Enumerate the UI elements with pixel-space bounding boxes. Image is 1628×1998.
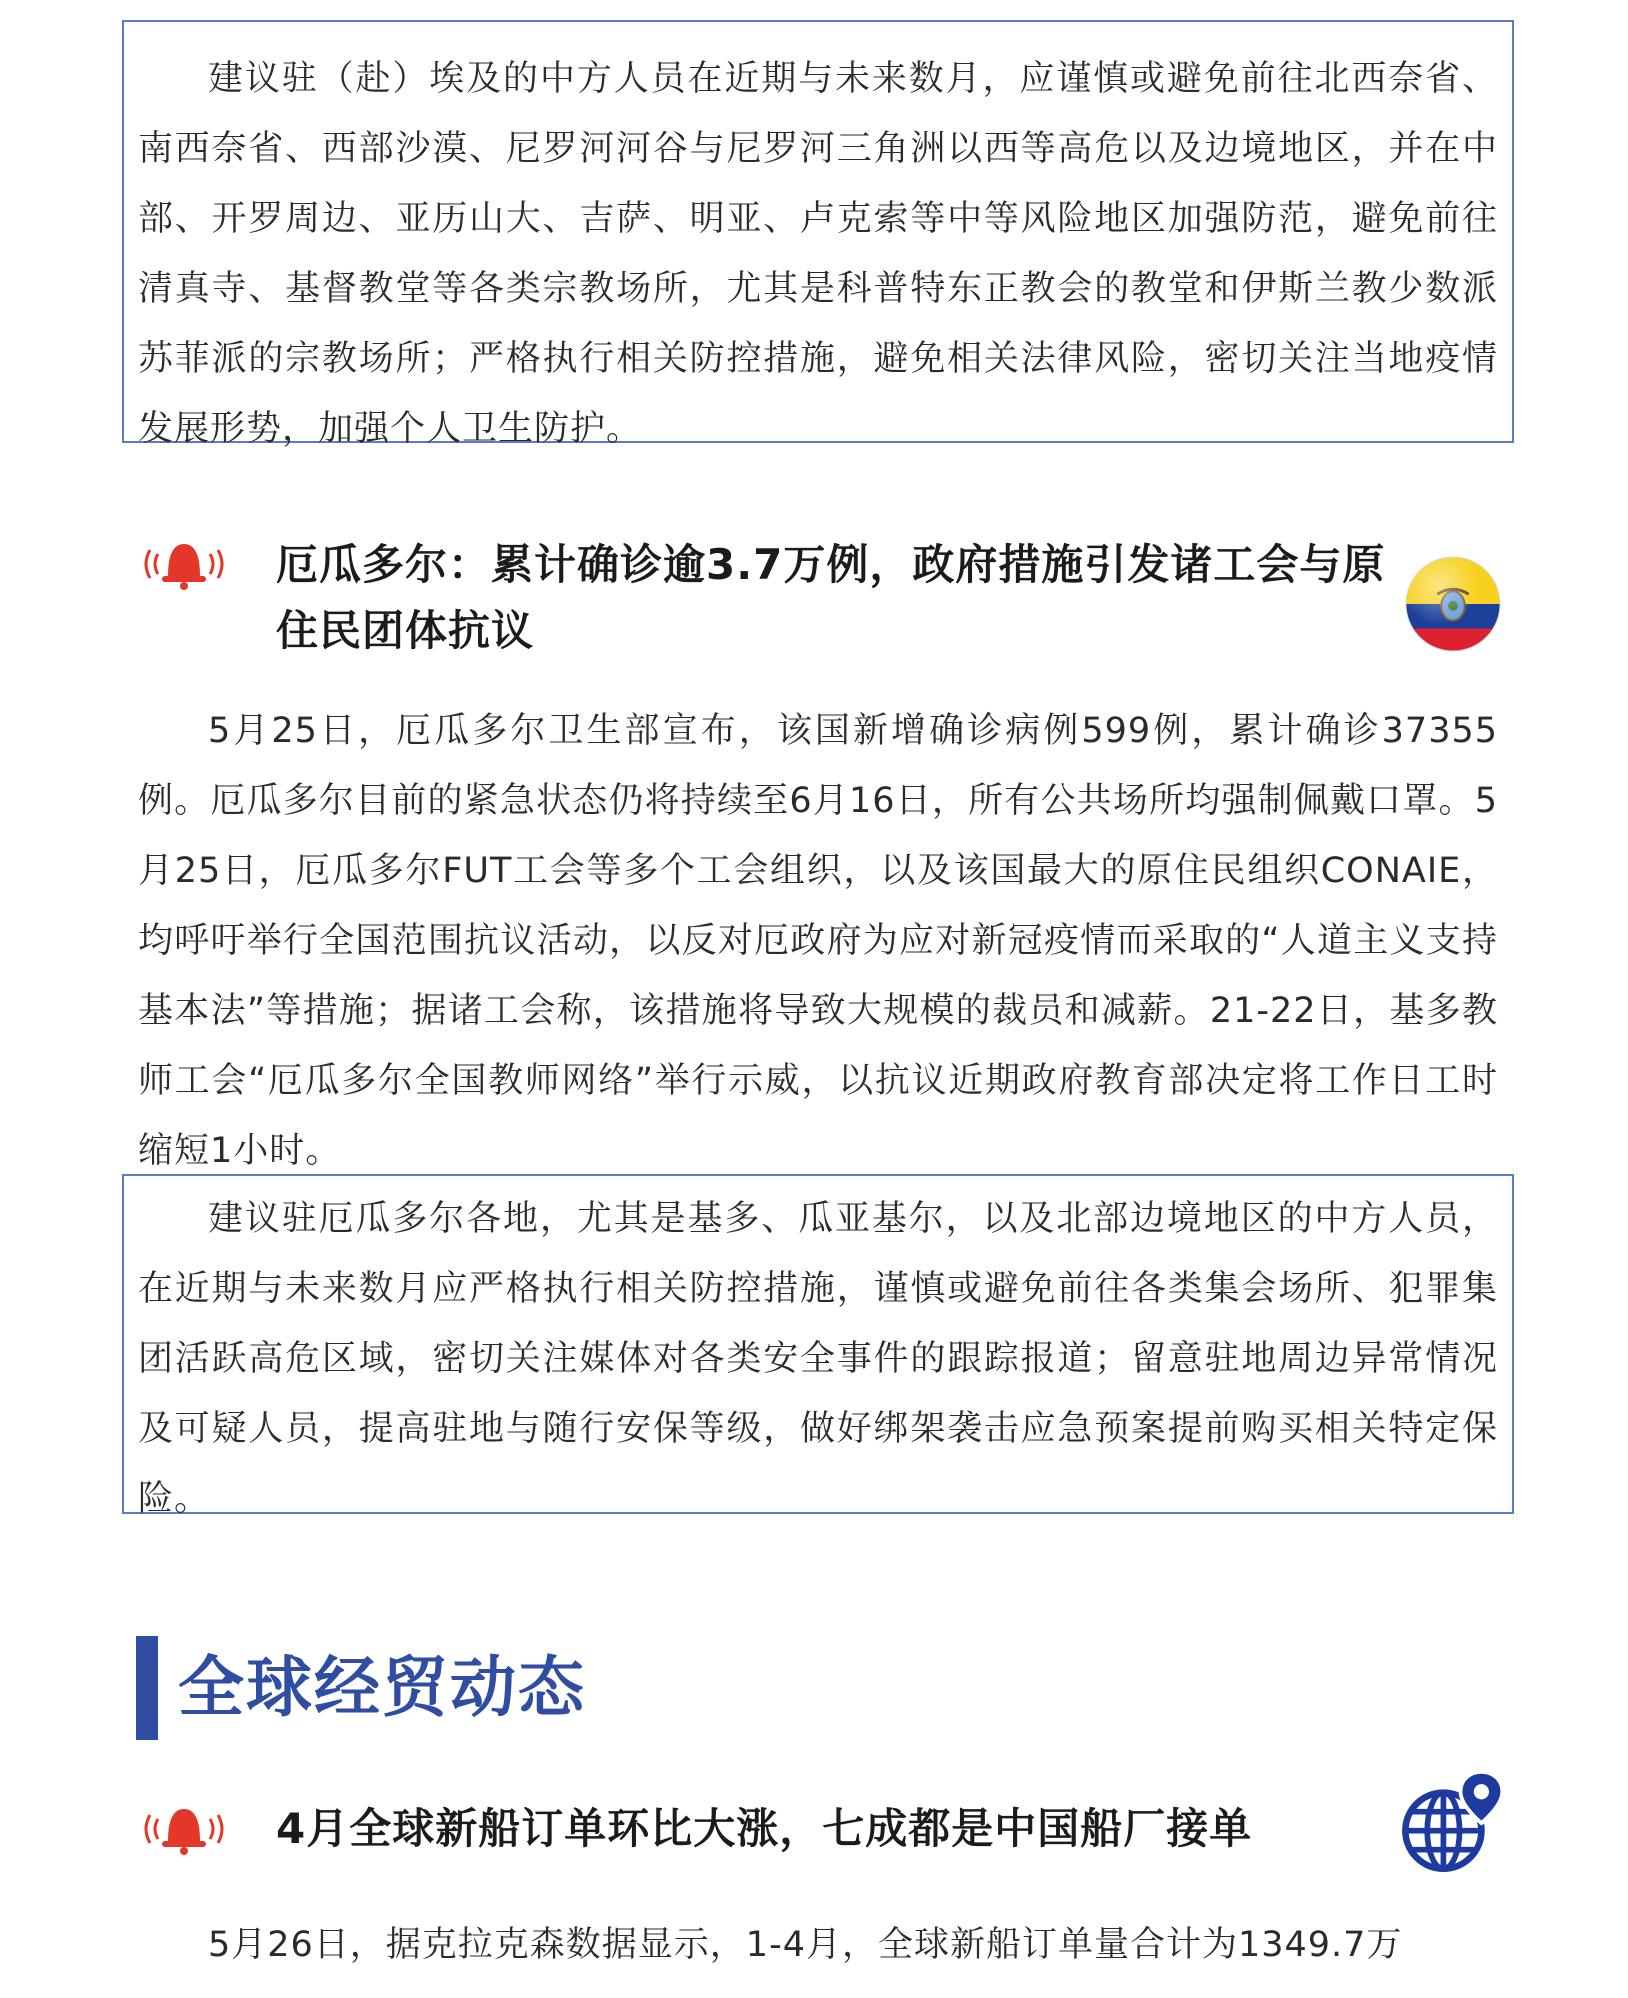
- shipping-body-text: 5月26日，据克拉克森数据显示，1-4月，全球新船订单量合计为1349.7万: [208, 1925, 1403, 1965]
- ecuador-section-title: 厄瓜多尔：累计确诊逾3.7万例，政府措施引发诸工会与原住民团体抗议: [276, 540, 1386, 655]
- ecuador-advice-box: [122, 1174, 1514, 1519]
- globe-location-icon: [1394, 1768, 1508, 1882]
- egypt-advice-text: 建议驻（赴）埃及的中方人员在近期与未来数月，应谨慎或避免前往北西奈省、南西奈省、西部沙漠、尼罗河河谷与尼罗河三角洲以西等高危以及边境地区，并在中部、开罗周边、亚历山大、吉萨、明亚、卢克索等中等风险地区加强防范，避免前往清真寺、基督教堂等各类宗教场所，尤其是科普特东正教会的教堂和伊斯兰教少数派苏菲派的宗教场所；严格执行相关防控措施，避免相关法律风险，密切关注当地疫情发展形势，加强个人卫生防护。: [138, 59, 1498, 449]
- alarm-bell-icon: [136, 1801, 232, 1857]
- ecuador-body-text: 5月25日，厄瓜多尔卫生部宣布，该国新增确诊病例599例，累计确诊37355例。厄瓜多尔目前的紧急状态仍将持续至6月16日，所有公共场所均强制佩戴口罩。5月25日，厄瓜多尔FUT工会等多个工会组织，以及该国最大的原住民组织CONAIE，均呼吁举行全国范围抗议活动，以反对厄政府为应对新冠疫情而采取的“人道主义支持基本法”等措施；据诸工会称，该措施将导致大规模的裁员和减薪。21-22日，基多教师工会“厄瓜多尔全国教师网络”举行示威，以抗议近期政府教育部决定将工作日工时缩短1小时。: [138, 711, 1498, 1171]
- ecuador-advice-text: 建议驻厄瓜多尔各地，尤其是基多、瓜亚基尔，以及北部边境地区的中方人员，在近期与未来数月应严格执行相关防控措施，谨慎或避免前往各类集会场所、犯罪集团活跃高危区域，密切关注媒体对各类安全事件的跟踪报道；留意驻地周边异常情况及可疑人员，提高驻地与随行安保等级，做好绑架袭击应急预案提前购买相关特定保险。: [138, 1199, 1498, 1519]
- alarm-bell-icon: [136, 536, 232, 592]
- shipping-section-title: 4月全球新船订单环比大涨，七成都是中国船厂接单: [276, 1804, 1253, 1853]
- ecuador-flag-icon: [1404, 555, 1502, 653]
- global-trade-block-title: 全球经贸动态: [178, 1649, 586, 1726]
- egypt-advice-box: [122, 20, 1514, 449]
- block-title-accent-bar: [136, 1636, 158, 1740]
